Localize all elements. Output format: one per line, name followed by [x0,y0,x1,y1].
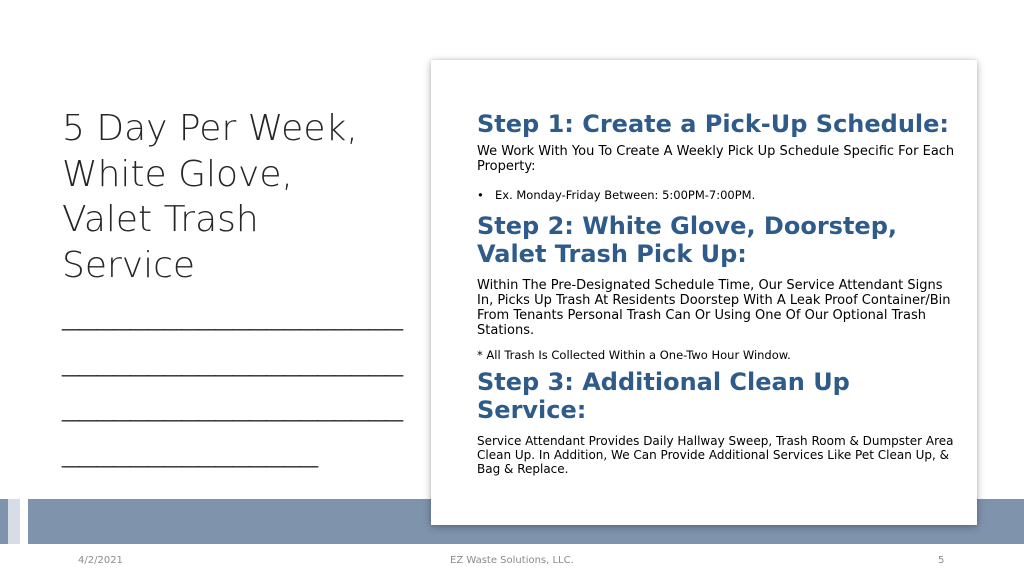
step1-heading: Step 1: Create a Pick-Up Schedule: [477,110,950,138]
step3-heading: Step 3: Additional Clean Up Service: [477,368,850,424]
content-card [431,60,977,525]
underline-3: ____________________ [62,381,402,422]
step1-bullet [477,188,957,202]
steps-content [477,110,957,476]
title-line-3: Valet Trash [62,199,259,240]
footer-company: EZ Waste Solutions, LLC. [450,555,574,566]
underline-2: ____________________ [62,335,402,377]
step3-body: Service Attendant Provides Daily Hallway Sweep, Trash Room & Dumpster Area Clean Up. In Addition, We Can Provide Additional Services Like Pet Clean Up, & Bag & Replace. [477,434,954,476]
footer-date: 4/2/2021 [78,555,123,566]
footer-page-number: 5 [938,555,945,566]
underline-4: _______________ [62,426,317,468]
footer-band-gap [8,499,20,544]
slide-title [62,106,402,470]
bullet-icon: • [477,188,484,202]
title-line-4: Service [62,244,196,286]
step2-heading: Step 2: White Glove, Doorstep, Valet Trash Pick Up: [477,212,897,268]
step2-body: Within The Pre-Designated Schedule Time, Our Service Attendant Signs In, Picks Up Trash At Residents Doorstep With A Leak Proof Container/Bin From Tenants Personal Trash Can Or Using One Of Our Optional Trash Stations. [477,278,951,338]
title-line-2: White Glove, [62,153,293,195]
footer-band-left [0,499,8,544]
underline-1: ____________________ [62,290,402,331]
title-line-1: 5 Day Per Week, [62,108,358,149]
step1-bullet-text: Ex. Monday-Friday Between: 5:00PM-7:00PM. [495,188,756,202]
step1-body: We Work With You To Create A Weekly Pick Up Schedule Specific For Each Property: [477,144,955,174]
step2-note: * All Trash Is Collected Within a One-Two Hour Window. [477,348,791,362]
